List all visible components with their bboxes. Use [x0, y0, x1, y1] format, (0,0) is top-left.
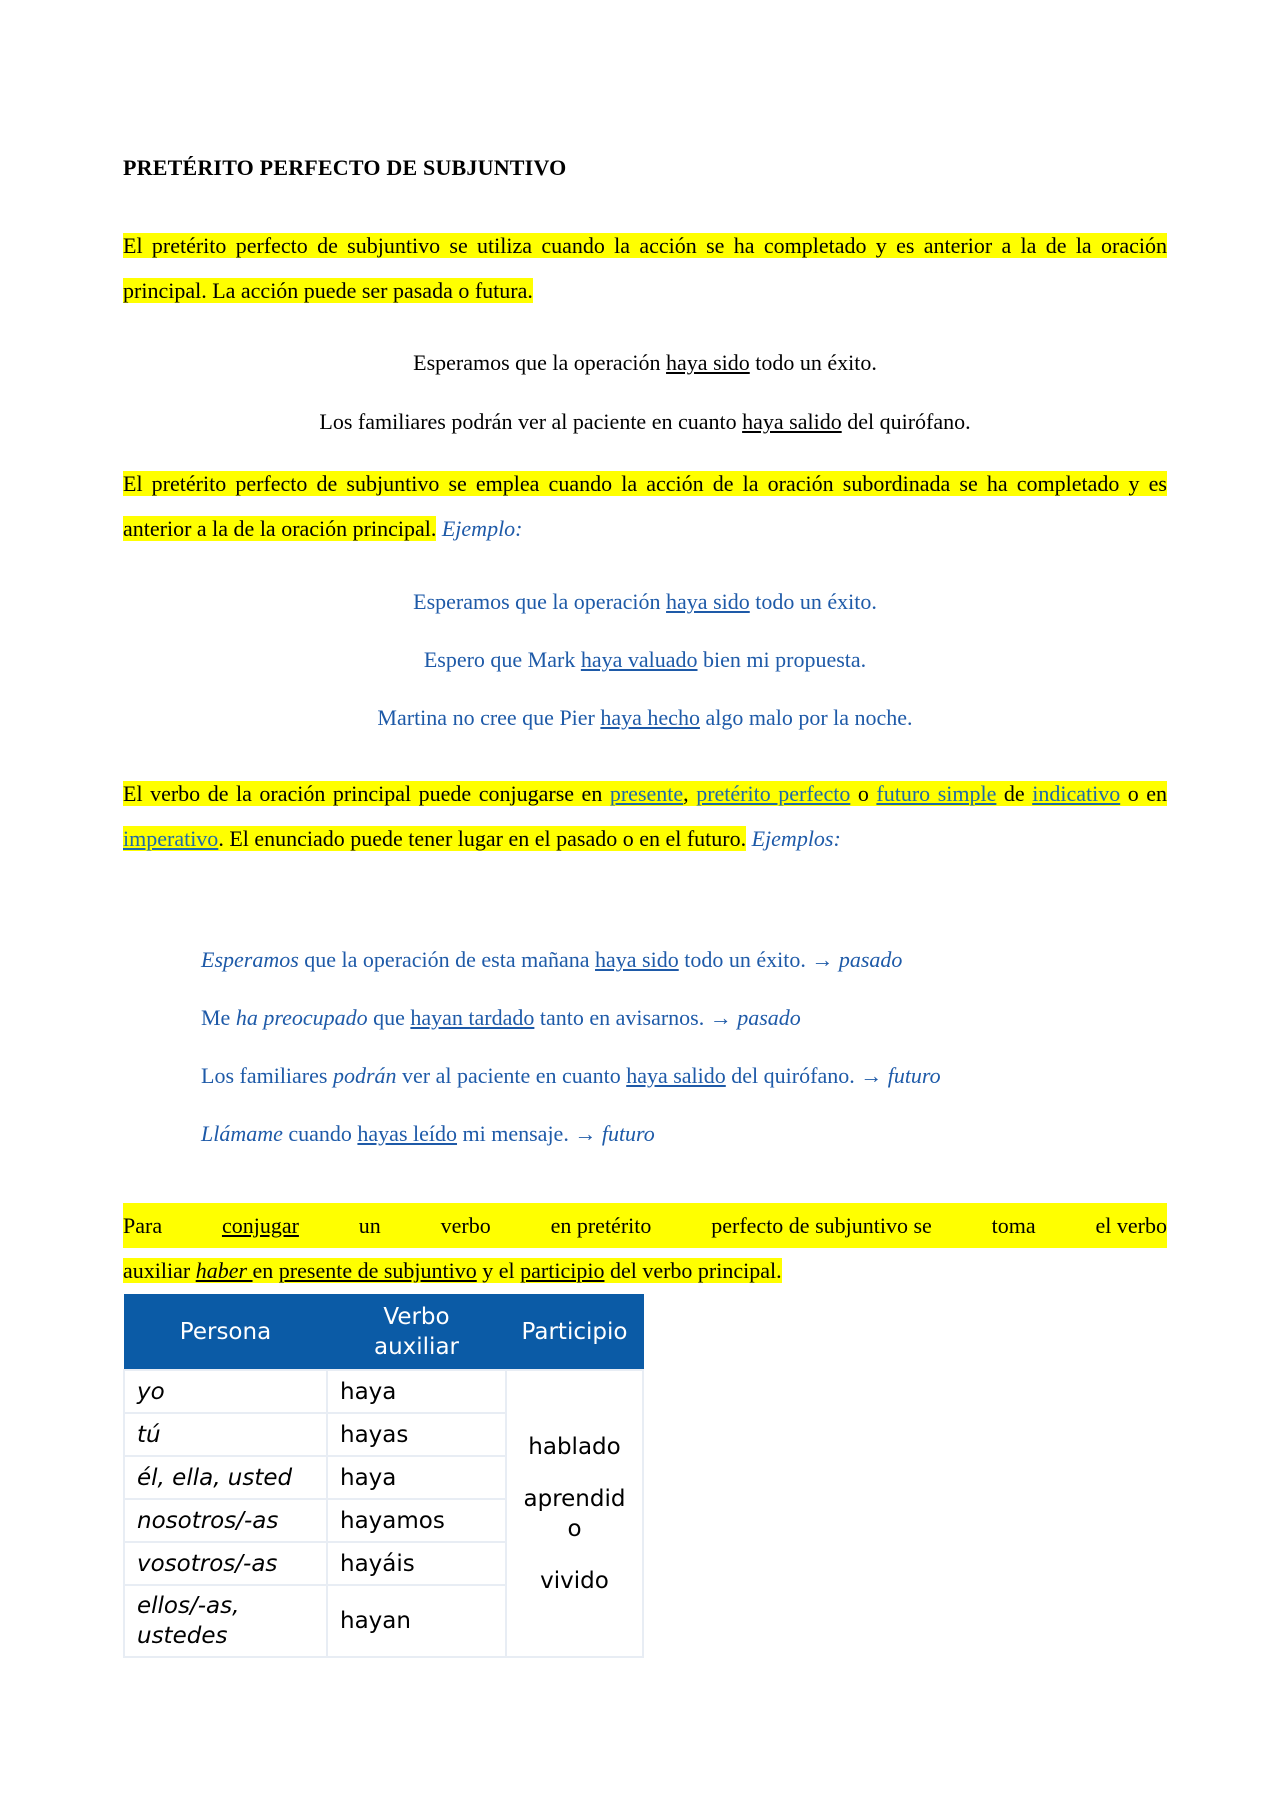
tense-label: futuro — [887, 1063, 941, 1088]
text-run: y el — [476, 1258, 521, 1283]
usage-paragraph — [123, 461, 1167, 551]
verb-form: haya sido — [595, 947, 679, 972]
participle-cell — [506, 1370, 643, 1657]
example-text: mi mensaje. → — [457, 1121, 602, 1146]
verb-form: haya salido — [626, 1063, 726, 1088]
participle-item: vivido — [540, 1567, 609, 1594]
example-text: Los familiares — [201, 1063, 333, 1088]
persona-cell: yo — [124, 1370, 327, 1413]
example-line — [201, 945, 902, 975]
header-label: Participio — [521, 1319, 628, 1345]
participle-item: aprendido — [523, 1485, 626, 1542]
example-line — [123, 645, 1167, 675]
link-indicativo[interactable]: indicativo — [1032, 781, 1121, 806]
text-run: el verbo — [1095, 1213, 1167, 1238]
text-run: Para — [123, 1213, 163, 1238]
example-text: cuando — [282, 1121, 358, 1146]
header-verbo-auxiliar — [327, 1295, 506, 1371]
usage-text: El pretérito perfecto de subjuntivo se emplea cuando la acción de la oración subordinada se ha completado y es anterior a la de la oración principal. — [123, 471, 1167, 541]
aux-cell: haya — [327, 1370, 506, 1413]
main-verb-text — [123, 781, 1167, 851]
link-presente-subjuntivo[interactable]: presente de subjuntivo — [278, 1258, 477, 1283]
main-verb: Esperamos — [201, 947, 299, 972]
example-text: Los familiares podrán ver al paciente en cuanto — [319, 409, 743, 434]
verb-form: haya salido — [742, 409, 842, 434]
text-run: o en — [1120, 781, 1168, 806]
text-run: en pretérito — [550, 1213, 652, 1238]
main-verb: Llámame — [201, 1121, 283, 1146]
text-run: , — [683, 781, 697, 806]
text-run: o — [850, 781, 877, 806]
header-persona: Persona — [124, 1295, 327, 1371]
aux-cell: hayáis — [327, 1542, 506, 1585]
text-run: perfecto de subjuntivo se — [711, 1213, 932, 1238]
example-text: Me — [201, 1005, 236, 1030]
example-text: todo un éxito. → — [678, 947, 839, 972]
page-title: PRETÉRITO PERFECTO DE SUBJUNTIVO — [123, 155, 567, 180]
participle-item: hablado — [528, 1433, 621, 1460]
link-participio[interactable]: participio — [520, 1258, 605, 1283]
text-run: en — [252, 1258, 279, 1283]
link-haber[interactable]: haber — [195, 1258, 253, 1283]
aux-cell: hayan — [327, 1585, 506, 1657]
tense-label: pasado — [737, 1005, 801, 1030]
example-line — [123, 407, 1167, 437]
link-presente[interactable]: presente — [609, 781, 684, 806]
example-text: Espero que Mark — [423, 647, 581, 672]
example-text: bien mi propuesta. — [697, 647, 867, 672]
conjugation-table — [123, 1294, 644, 1658]
persona-cell: tú — [124, 1413, 327, 1456]
ejemplo-label: Ejemplo: — [441, 516, 523, 541]
example-text: algo malo por la noche. — [699, 705, 913, 730]
link-futuro-simple[interactable]: futuro simple — [876, 781, 997, 806]
aux-cell: haya — [327, 1456, 506, 1499]
aux-cell: hayas — [327, 1413, 506, 1456]
intro-text: El pretérito perfecto de subjuntivo se utiliza cuando la acción se ha completado y es anterior a la de la oración principal. La acción puede ser pasada o futura. — [123, 233, 1167, 303]
intro-paragraph — [123, 223, 1167, 313]
conjugation-paragraph — [123, 1203, 1167, 1293]
link-conjugar[interactable]: conjugar — [221, 1213, 299, 1238]
persona-cell: vosotros/-as — [124, 1542, 327, 1585]
example-text: del quirófano. → — [725, 1063, 888, 1088]
example-text: Martina no cree que Pier — [377, 705, 601, 730]
link-preterito-perfecto[interactable]: pretérito perfecto — [696, 781, 851, 806]
aux-cell: hayamos — [327, 1499, 506, 1542]
main-verb-paragraph — [123, 771, 1167, 861]
header-label: Verbo auxiliar — [373, 1304, 459, 1360]
text-run: de — [996, 781, 1033, 806]
example-line — [123, 348, 1167, 378]
example-text: todo un éxito. — [749, 589, 877, 614]
text-run: un — [358, 1213, 381, 1238]
example-text: todo un éxito. — [749, 350, 877, 375]
text-run: del verbo principal. — [604, 1258, 782, 1283]
text-run: toma — [991, 1213, 1036, 1238]
verb-form: haya sido — [666, 589, 750, 614]
example-text: tanto en avisarnos. → — [534, 1005, 738, 1030]
verb-form: hayas leído — [357, 1121, 458, 1146]
example-line — [201, 1061, 941, 1091]
example-line — [201, 1003, 801, 1033]
persona-cell: él, ella, usted — [124, 1456, 327, 1499]
example-line — [201, 1119, 655, 1149]
example-text: Esperamos que la operación — [413, 350, 667, 375]
persona-cell: nosotros/-as — [124, 1499, 327, 1542]
text-run: auxiliar — [123, 1258, 196, 1283]
verb-form: haya hecho — [600, 705, 700, 730]
conjugation-line-1 — [123, 1203, 1167, 1248]
tense-label: futuro — [601, 1121, 655, 1146]
conjugation-line-2 — [123, 1248, 1167, 1293]
verb-form: haya valuado — [580, 647, 698, 672]
persona-cell: ellos/-as, ustedes — [124, 1585, 327, 1657]
text-run: verbo — [440, 1213, 491, 1238]
main-verb: podrán — [332, 1063, 397, 1088]
example-text: Esperamos que la operación — [413, 589, 667, 614]
ejemplos-label: Ejemplos: — [751, 826, 841, 851]
example-text: que — [367, 1005, 411, 1030]
verb-form: haya sido — [666, 350, 750, 375]
tense-label: pasado — [838, 947, 903, 972]
table-header-row — [124, 1295, 643, 1371]
verb-form: hayan tardado — [410, 1005, 535, 1030]
example-text: del quirófano. — [841, 409, 971, 434]
example-text: que la operación de esta mañana — [298, 947, 596, 972]
text-run: . El enunciado puede tener lugar en el pasado o en el futuro. — [218, 826, 747, 851]
example-line — [123, 587, 1167, 617]
text-run: El verbo de la oración principal puede conjugarse en — [123, 781, 610, 806]
main-verb: ha preocupado — [235, 1005, 368, 1030]
example-text: ver al paciente en cuanto — [396, 1063, 627, 1088]
link-imperativo[interactable]: imperativo — [123, 826, 219, 851]
header-participio — [506, 1295, 643, 1371]
table-row — [124, 1370, 643, 1413]
example-line — [123, 703, 1167, 733]
